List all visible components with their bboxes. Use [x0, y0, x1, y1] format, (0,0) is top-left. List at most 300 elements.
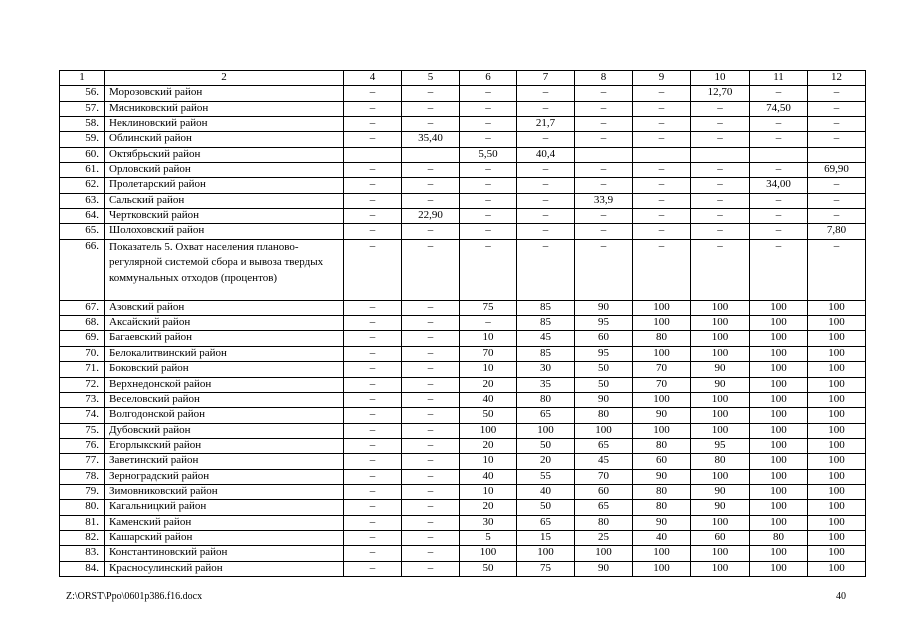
table-cell: 100	[750, 454, 808, 469]
table-cell: –	[344, 346, 402, 361]
table-cell: 100	[691, 392, 750, 407]
table-cell: –	[402, 331, 460, 346]
row-number: 67.	[60, 300, 105, 315]
table-body	[60, 71, 866, 577]
table-cell: –	[750, 224, 808, 239]
table-cell: –	[402, 561, 460, 576]
row-number: 65.	[60, 224, 105, 239]
table-cell: 100	[460, 423, 517, 438]
table-cell: 10	[460, 454, 517, 469]
table-cell: 50	[460, 561, 517, 576]
table-row	[60, 316, 866, 331]
table-cell: –	[344, 132, 402, 147]
column-header: 12	[808, 71, 866, 86]
table-cell: 100	[808, 530, 866, 545]
table-cell: 90	[691, 377, 750, 392]
table-row	[60, 346, 866, 361]
table-cell: 100	[750, 300, 808, 315]
table-cell: –	[808, 132, 866, 147]
table-cell: 95	[575, 346, 633, 361]
table-cell: 100	[575, 423, 633, 438]
table-row	[60, 454, 866, 469]
table-cell: 70	[575, 469, 633, 484]
table-cell: 100	[691, 469, 750, 484]
table-cell: 80	[633, 500, 691, 515]
table-row	[60, 209, 866, 224]
table-cell: 69,90	[808, 163, 866, 178]
table-cell: 100	[691, 423, 750, 438]
table-cell: –	[402, 500, 460, 515]
table-cell: 33,9	[575, 193, 633, 208]
table-cell: 22,90	[402, 209, 460, 224]
table-cell: 10	[460, 331, 517, 346]
table-cell: 100	[808, 500, 866, 515]
table-cell: 100	[750, 438, 808, 453]
table-cell: –	[344, 438, 402, 453]
table-cell: –	[808, 239, 866, 300]
table-cell: –	[344, 454, 402, 469]
table-cell: 100	[460, 546, 517, 561]
table-row	[60, 239, 866, 300]
table-row	[60, 224, 866, 239]
table-cell: –	[344, 515, 402, 530]
table-cell: 100	[750, 561, 808, 576]
row-name: Чертковский район	[105, 209, 344, 224]
table-cell: –	[808, 193, 866, 208]
table-cell: –	[691, 193, 750, 208]
table-row	[60, 117, 866, 132]
table-cell: –	[344, 300, 402, 315]
table-row	[60, 530, 866, 545]
table-cell: –	[460, 117, 517, 132]
row-number: 61.	[60, 163, 105, 178]
table-cell: –	[691, 209, 750, 224]
table-cell: –	[750, 117, 808, 132]
table-cell: –	[460, 178, 517, 193]
table-cell: 25	[575, 530, 633, 545]
table-cell: –	[402, 346, 460, 361]
table-cell: 40	[460, 392, 517, 407]
table-cell: 80	[633, 331, 691, 346]
data-table	[59, 70, 866, 577]
column-header: 6	[460, 71, 517, 86]
row-number: 74.	[60, 408, 105, 423]
table-cell: 100	[633, 423, 691, 438]
table-cell: 80	[517, 392, 575, 407]
table-cell: –	[344, 392, 402, 407]
table-cell: 80	[575, 515, 633, 530]
row-name: Орловский район	[105, 163, 344, 178]
table-cell: –	[460, 86, 517, 101]
table-row	[60, 193, 866, 208]
column-header: 4	[344, 71, 402, 86]
table-cell: –	[633, 86, 691, 101]
row-number: 76.	[60, 438, 105, 453]
table-row	[60, 86, 866, 101]
row-name: Верхнедонской район	[105, 377, 344, 392]
table-cell	[344, 147, 402, 162]
row-name: Боковский район	[105, 362, 344, 377]
table-cell: 100	[808, 300, 866, 315]
table-cell: –	[402, 178, 460, 193]
table-cell: 50	[517, 500, 575, 515]
table-row	[60, 377, 866, 392]
row-number: 73.	[60, 392, 105, 407]
column-header: 1	[60, 71, 105, 86]
table-cell: 100	[750, 331, 808, 346]
row-name: Пролетарский район	[105, 178, 344, 193]
table-cell: 90	[691, 362, 750, 377]
table-cell: 100	[691, 346, 750, 361]
table-cell: –	[691, 178, 750, 193]
table-cell: 55	[517, 469, 575, 484]
table-cell: 75	[517, 561, 575, 576]
row-number: 84.	[60, 561, 105, 576]
table-cell: 100	[691, 316, 750, 331]
table-cell: 100	[750, 392, 808, 407]
table-cell: 80	[691, 454, 750, 469]
table-cell: 40,4	[517, 147, 575, 162]
table-cell: –	[633, 132, 691, 147]
row-number: 59.	[60, 132, 105, 147]
row-number: 66.	[60, 239, 105, 300]
column-header: 11	[750, 71, 808, 86]
table-cell: 100	[750, 546, 808, 561]
table-row	[60, 101, 866, 116]
column-header: 5	[402, 71, 460, 86]
table-cell: 20	[460, 377, 517, 392]
table-cell: –	[344, 101, 402, 116]
table-cell: –	[344, 500, 402, 515]
table-cell: –	[691, 117, 750, 132]
table-cell: –	[691, 101, 750, 116]
table-row	[60, 408, 866, 423]
table-cell: –	[344, 484, 402, 499]
table-row	[60, 132, 866, 147]
table-cell	[808, 147, 866, 162]
table-cell: –	[402, 101, 460, 116]
table-cell: –	[517, 86, 575, 101]
table-cell: –	[808, 209, 866, 224]
table-cell: –	[750, 86, 808, 101]
row-name: Егорлыкский район	[105, 438, 344, 453]
table-row	[60, 423, 866, 438]
column-header: 9	[633, 71, 691, 86]
row-name: Веселовский район	[105, 392, 344, 407]
table-cell: 10	[460, 484, 517, 499]
row-name: Азовский район	[105, 300, 344, 315]
table-cell: –	[691, 163, 750, 178]
table-cell: –	[344, 163, 402, 178]
table-cell: –	[517, 101, 575, 116]
table-cell: –	[575, 239, 633, 300]
table-cell: –	[402, 408, 460, 423]
table-cell: –	[402, 300, 460, 315]
table-cell: –	[344, 239, 402, 300]
table-cell: 100	[808, 515, 866, 530]
table-cell: 40	[460, 469, 517, 484]
table-cell: 60	[633, 454, 691, 469]
table-cell: 100	[750, 423, 808, 438]
table-cell: –	[575, 117, 633, 132]
table-cell: 100	[750, 484, 808, 499]
table-cell	[633, 147, 691, 162]
table-cell: –	[633, 178, 691, 193]
table-cell: –	[344, 86, 402, 101]
table-row	[60, 362, 866, 377]
table-cell: –	[344, 469, 402, 484]
row-name: Октябрьский район	[105, 147, 344, 162]
table-cell: 100	[808, 346, 866, 361]
table-cell: –	[808, 117, 866, 132]
table-cell: –	[633, 117, 691, 132]
table-cell: 100	[808, 316, 866, 331]
table-cell: 100	[808, 408, 866, 423]
table-cell: –	[750, 163, 808, 178]
table-row	[60, 438, 866, 453]
table-cell: 100	[808, 362, 866, 377]
table-cell: –	[344, 561, 402, 576]
table-cell: 80	[633, 484, 691, 499]
table-cell: –	[575, 101, 633, 116]
table-cell: 100	[750, 500, 808, 515]
table-cell: 80	[750, 530, 808, 545]
table-cell	[402, 147, 460, 162]
table-cell: –	[808, 101, 866, 116]
table-cell: –	[402, 163, 460, 178]
table-cell: 50	[575, 362, 633, 377]
table-cell: –	[344, 530, 402, 545]
column-header: 7	[517, 71, 575, 86]
row-name: Облинский район	[105, 132, 344, 147]
table-cell: –	[402, 362, 460, 377]
row-number: 69.	[60, 331, 105, 346]
row-name: Кашарский район	[105, 530, 344, 545]
table-cell: –	[750, 132, 808, 147]
table-cell: 90	[575, 300, 633, 315]
table-cell: –	[402, 438, 460, 453]
footer-page-number: 40	[836, 591, 846, 602]
table-cell: 70	[460, 346, 517, 361]
table-cell: –	[344, 316, 402, 331]
table-cell: –	[517, 239, 575, 300]
table-cell: –	[633, 101, 691, 116]
table-cell: 100	[808, 484, 866, 499]
table-cell: –	[344, 377, 402, 392]
table-cell: –	[460, 163, 517, 178]
table-cell: 60	[691, 530, 750, 545]
table-cell: –	[460, 193, 517, 208]
row-number: 83.	[60, 546, 105, 561]
table-cell: 15	[517, 530, 575, 545]
table-cell: –	[402, 193, 460, 208]
table-cell: 100	[633, 561, 691, 576]
table-cell: –	[691, 224, 750, 239]
table-cell	[691, 147, 750, 162]
table-cell: –	[344, 331, 402, 346]
table-cell: –	[460, 239, 517, 300]
table-cell: 100	[633, 346, 691, 361]
table-cell: –	[691, 132, 750, 147]
table-cell: –	[517, 132, 575, 147]
table-cell	[750, 147, 808, 162]
table-cell: –	[691, 239, 750, 300]
table-cell: –	[575, 224, 633, 239]
row-number: 60.	[60, 147, 105, 162]
row-name: Показатель 5. Охват населения планово-регулярной системой сбора и вывоза твердых коммунальных отходов (процентов)	[105, 239, 344, 300]
row-name: Сальский район	[105, 193, 344, 208]
table-cell: 100	[691, 408, 750, 423]
row-name: Зимовниковский район	[105, 484, 344, 499]
table-cell: 95	[575, 316, 633, 331]
table-cell: –	[633, 163, 691, 178]
row-number: 58.	[60, 117, 105, 132]
table-cell: 5	[460, 530, 517, 545]
table-cell: –	[575, 178, 633, 193]
row-number: 71.	[60, 362, 105, 377]
table-cell: 100	[808, 561, 866, 576]
column-header: 2	[105, 71, 344, 86]
table-cell: –	[575, 163, 633, 178]
table-cell: –	[402, 454, 460, 469]
table-cell: –	[344, 362, 402, 377]
table-row	[60, 484, 866, 499]
table-cell: –	[402, 469, 460, 484]
row-name: Зерноградский район	[105, 469, 344, 484]
row-number: 68.	[60, 316, 105, 331]
table-cell: 90	[575, 392, 633, 407]
row-name: Мясниковский район	[105, 101, 344, 116]
table-cell: 100	[633, 300, 691, 315]
table-cell: 74,50	[750, 101, 808, 116]
table-row	[60, 163, 866, 178]
table-cell: –	[633, 224, 691, 239]
table-cell: 40	[517, 484, 575, 499]
row-name: Белокалитвинский район	[105, 346, 344, 361]
table-cell: 90	[633, 515, 691, 530]
table-cell: 45	[517, 331, 575, 346]
table-cell: –	[750, 209, 808, 224]
row-name: Аксайский район	[105, 316, 344, 331]
table-cell: –	[460, 132, 517, 147]
table-cell: 20	[517, 454, 575, 469]
table-cell: 50	[460, 408, 517, 423]
table-cell: 90	[633, 469, 691, 484]
table-cell: –	[460, 209, 517, 224]
table-cell: –	[460, 316, 517, 331]
table-cell: –	[517, 178, 575, 193]
table-cell: 100	[750, 377, 808, 392]
table-cell: –	[344, 224, 402, 239]
table-cell: 35	[517, 377, 575, 392]
table-cell: 100	[808, 423, 866, 438]
table-cell: 100	[750, 408, 808, 423]
table-cell: 95	[691, 438, 750, 453]
table-cell: 45	[575, 454, 633, 469]
table-cell: 100	[633, 316, 691, 331]
table-cell: 70	[633, 377, 691, 392]
table-row	[60, 147, 866, 162]
row-name: Шолоховский район	[105, 224, 344, 239]
table-cell: 10	[460, 362, 517, 377]
table-cell: 90	[575, 561, 633, 576]
table-cell: –	[575, 86, 633, 101]
table-cell: 50	[575, 377, 633, 392]
table-cell: –	[402, 546, 460, 561]
table-cell: 90	[633, 408, 691, 423]
table-cell: –	[402, 423, 460, 438]
footer-file-path: Z:\ORST\Ppo\0601p386.f16.docx	[66, 591, 203, 602]
table-cell: 100	[575, 546, 633, 561]
row-name: Дубовский район	[105, 423, 344, 438]
row-number: 77.	[60, 454, 105, 469]
row-number: 82.	[60, 530, 105, 545]
table-cell: –	[808, 178, 866, 193]
table-cell: –	[344, 178, 402, 193]
table-cell: 5,50	[460, 147, 517, 162]
table-row	[60, 300, 866, 315]
table-row	[60, 469, 866, 484]
table-cell: 34,00	[750, 178, 808, 193]
table-cell: –	[402, 117, 460, 132]
table-cell: –	[633, 193, 691, 208]
table-cell: 7,80	[808, 224, 866, 239]
table-cell: 100	[517, 423, 575, 438]
table-cell: 100	[691, 300, 750, 315]
table-cell: –	[517, 209, 575, 224]
table-cell: –	[402, 377, 460, 392]
table-row	[60, 500, 866, 515]
table-row	[60, 546, 866, 561]
table-cell: 90	[691, 500, 750, 515]
table-cell: –	[633, 239, 691, 300]
table-cell: 90	[691, 484, 750, 499]
table-header-row	[60, 71, 866, 86]
table-cell: 80	[633, 438, 691, 453]
table-cell: 100	[808, 331, 866, 346]
table-row	[60, 331, 866, 346]
table-cell: –	[402, 316, 460, 331]
table-cell: –	[517, 224, 575, 239]
row-name: Багаевский район	[105, 331, 344, 346]
table-cell: 100	[808, 546, 866, 561]
table-cell: 100	[808, 377, 866, 392]
table-cell: –	[402, 515, 460, 530]
table-cell: 100	[750, 316, 808, 331]
row-name: Константиновский район	[105, 546, 344, 561]
table-cell: 100	[691, 546, 750, 561]
table-cell: 65	[517, 515, 575, 530]
table-cell: 80	[575, 408, 633, 423]
column-header: 8	[575, 71, 633, 86]
table-cell: 12,70	[691, 86, 750, 101]
row-number: 70.	[60, 346, 105, 361]
table-cell: 70	[633, 362, 691, 377]
table-cell: –	[344, 408, 402, 423]
table-row	[60, 515, 866, 530]
row-name: Каменский район	[105, 515, 344, 530]
table-cell: 60	[575, 484, 633, 499]
table-cell: –	[402, 239, 460, 300]
table-cell: 60	[575, 331, 633, 346]
table-cell: 100	[808, 454, 866, 469]
table-cell: –	[808, 86, 866, 101]
table-cell: –	[402, 392, 460, 407]
table-cell: 35,40	[402, 132, 460, 147]
table-cell: 65	[575, 438, 633, 453]
table-cell: –	[344, 193, 402, 208]
table-cell: 30	[460, 515, 517, 530]
